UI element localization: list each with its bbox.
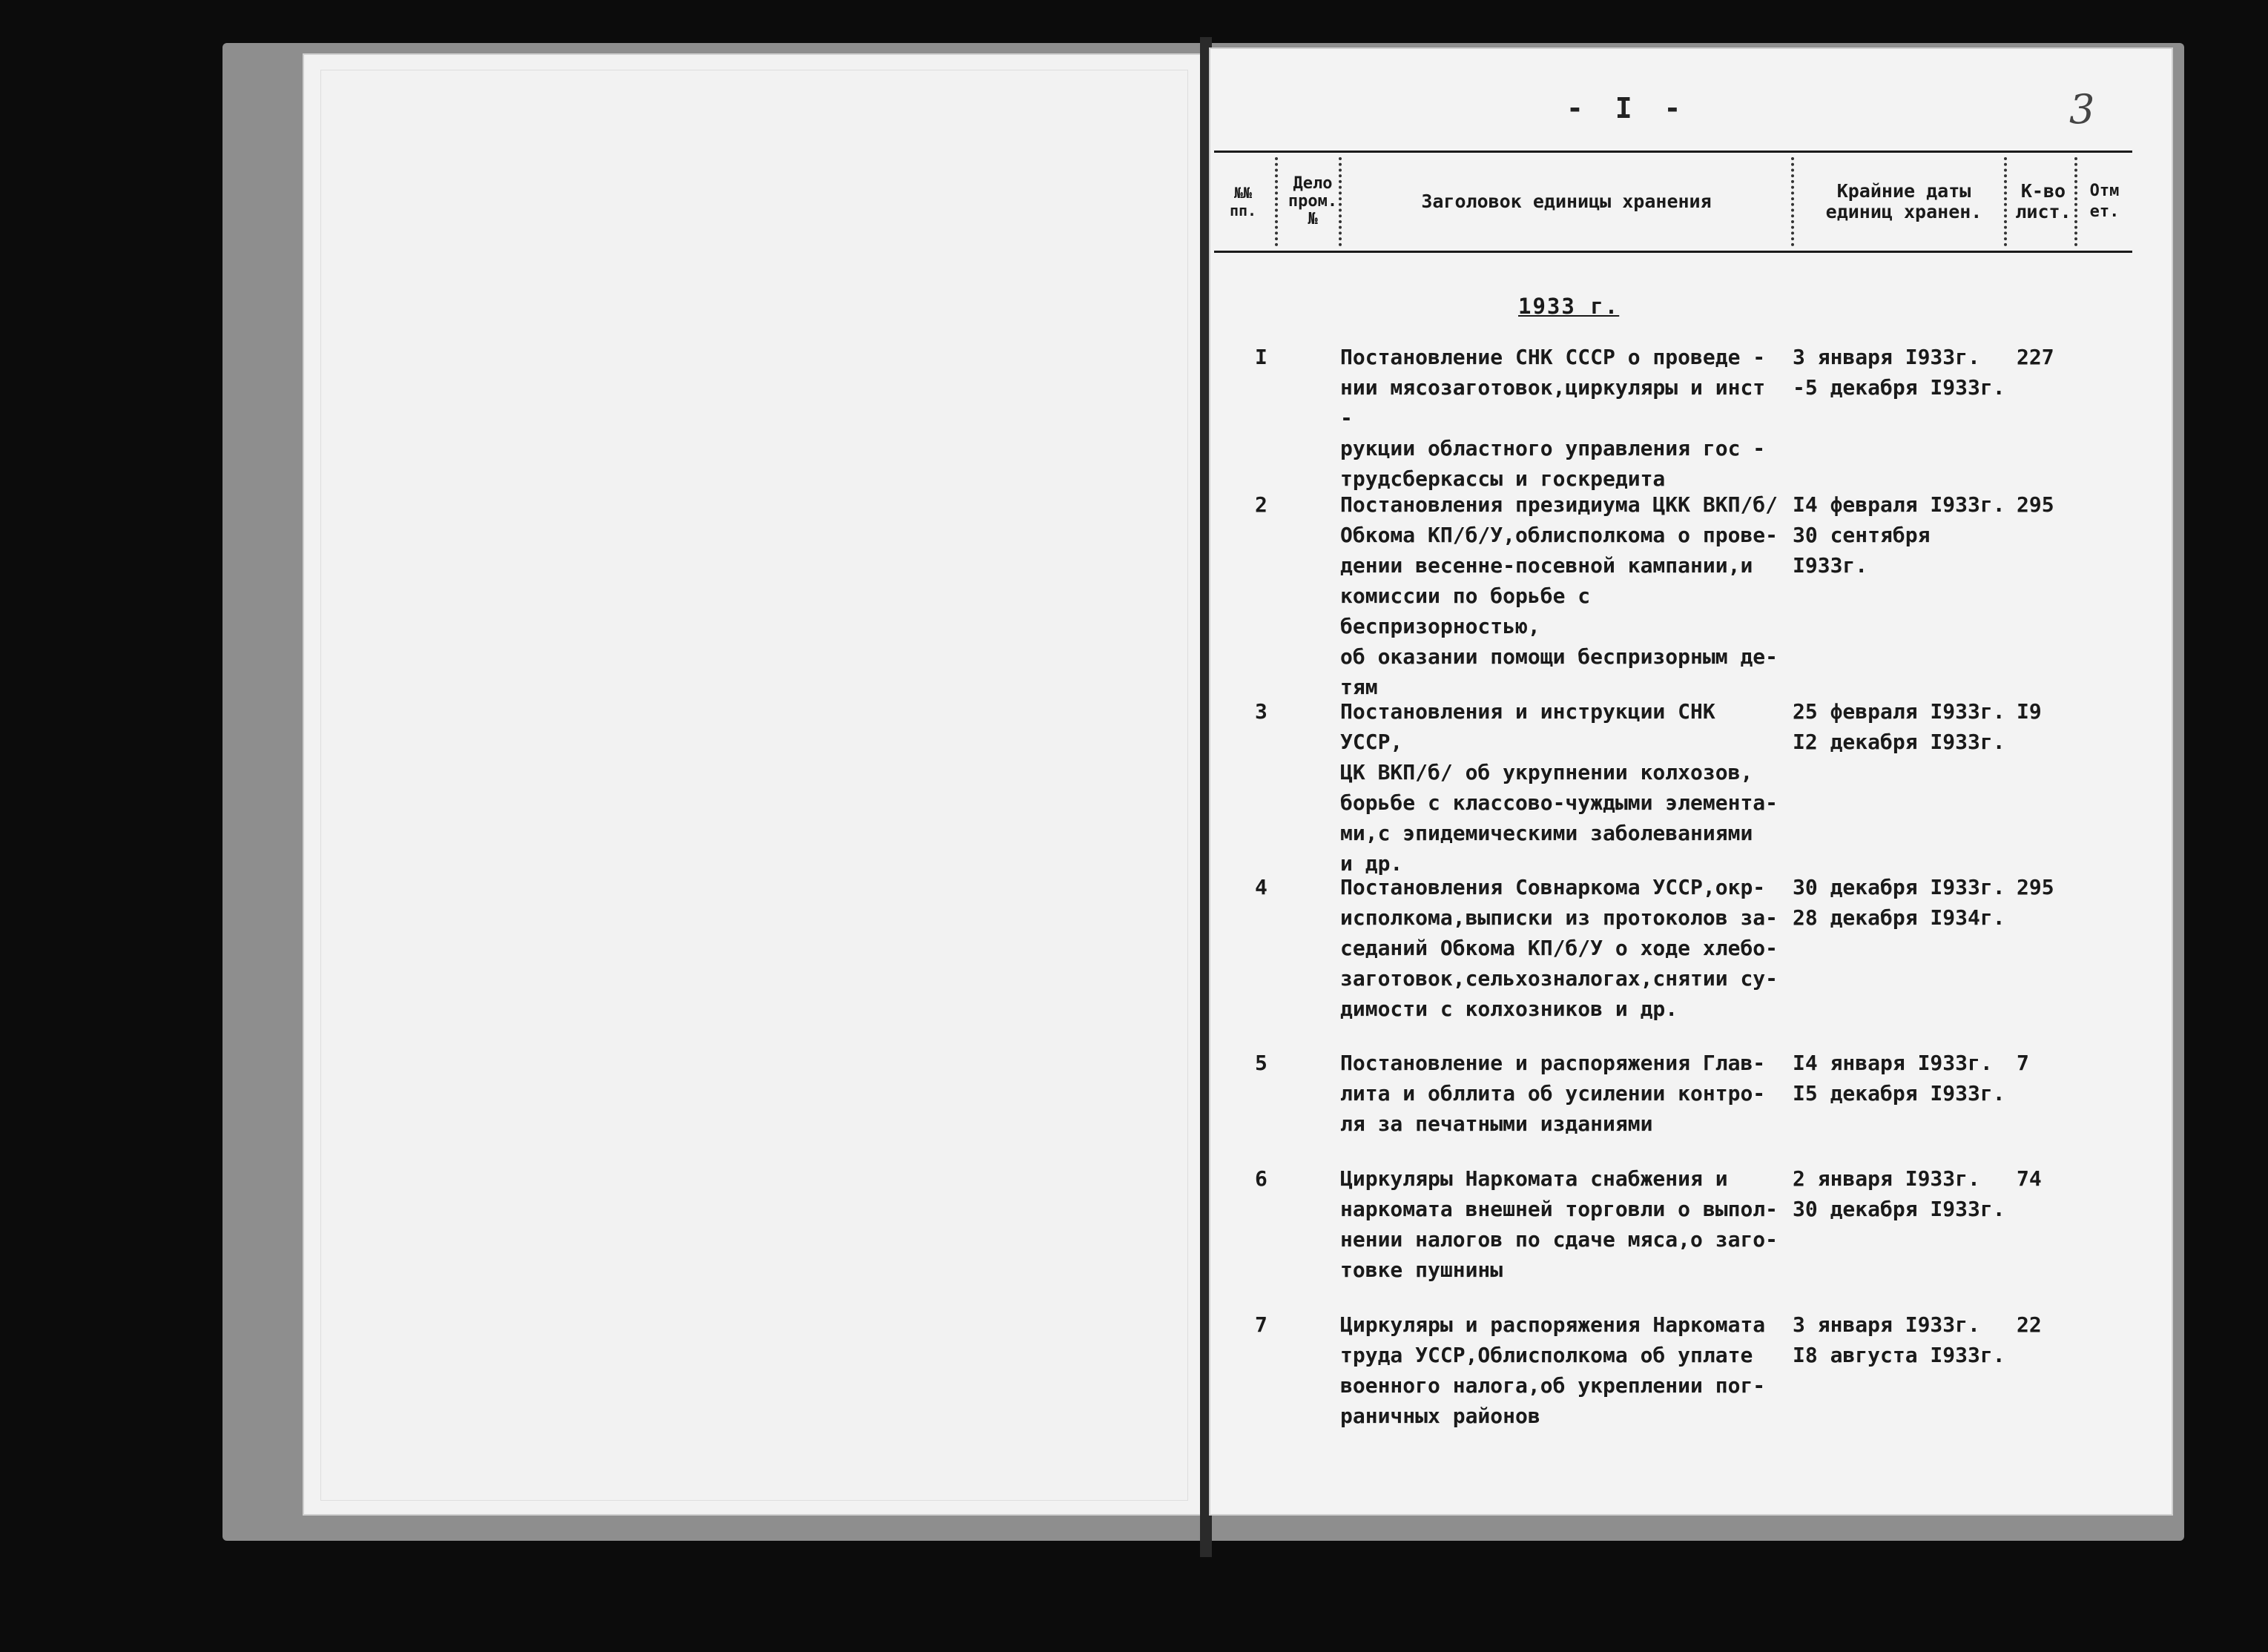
header-col-count: К-во лист. [2015, 180, 2071, 222]
entry-sheet-count: 227 [2017, 345, 2054, 369]
entry-sheet-count: I9 [2017, 699, 2042, 724]
entry-title: Постановление и распоряжения Глав- лита и обллита об усилении контро- ля за печатными изданиями [1340, 1051, 1766, 1136]
entry-dates: I4 февраля I933г. 30 сентября I933г. [1793, 492, 2005, 578]
entry-dates: 2 января I933г. 30 декабря I933г. [1793, 1166, 2005, 1221]
entry-dates: I4 января I933г. I5 декабря I933г. [1793, 1051, 2005, 1106]
header-divider [1275, 157, 1278, 246]
entry-sheet-count: 295 [2017, 875, 2054, 899]
right-page [1209, 47, 2173, 1516]
entry-number: 2 [1255, 492, 1267, 517]
year-heading: 1933 г. [1518, 294, 1620, 319]
entry-dates: 30 декабря I933г. 28 декабря I934г. [1793, 875, 2005, 930]
header-col-note: Отм ет. [2089, 182, 2120, 221]
header-col-dates: Крайние даты единиц хранен. [1825, 180, 1982, 222]
page-number: - I - [1566, 92, 1689, 125]
entry-title: Циркуляры и распоряжения Наркомата труда УССР,Облисполкома об уплате военного налога,об укреплении пог- раничных районов [1340, 1312, 1766, 1428]
entry-title: Постановления и инструкции СНК УССР, ЦК ВКП/б/ об укрупнении колхозов, борьбе с классово-чуждыми элемента- ми,с эпидемическими заболеваниями и др. [1340, 699, 1779, 876]
entry-number: 5 [1255, 1051, 1267, 1075]
entry-sheet-count: 22 [2017, 1312, 2042, 1337]
entry-number: 6 [1255, 1166, 1267, 1191]
entry-number: 4 [1255, 875, 1267, 899]
entry-number: 3 [1255, 699, 1267, 724]
header-divider [1339, 157, 1342, 246]
folio-mark: 3 [2069, 86, 2095, 133]
header-col-num: №№ пп. [1229, 184, 1257, 219]
entry-sheet-count: 74 [2017, 1166, 2042, 1191]
entry-title: Циркуляры Наркомата снабжения и наркомата внешней торговли о выпол- нении налогов по сдаче мяса,о заго- товке пушнины [1340, 1166, 1779, 1282]
entry-sheet-count: 295 [2017, 492, 2054, 517]
header-col-delo: Дело пром. № [1288, 174, 1338, 228]
header-divider [1791, 157, 1794, 246]
left-page-blank [303, 53, 1216, 1516]
entry-number: 7 [1255, 1312, 1267, 1337]
entry-number: I [1255, 345, 1267, 369]
entry-dates: 3 января I933г. -5 декабря I933г. [1793, 345, 2005, 400]
table-header [1214, 151, 2132, 253]
entry-title: Постановления президиума ЦКК ВКП/б/ Обкома КП/б/У,облисполкома о прове- дении весенне-посевной кампании,и комиссии по борьбе с беспризорностью, об оказании помощи беспризорным де- тям [1340, 492, 1779, 699]
entry-title: Постановление СНК СССР о проведе - нии мясозаготовок,циркуляры и инст - рукции областного управления гос - трудсберкассы и госкредита [1340, 345, 1766, 491]
entry-dates: 25 февраля I933г. I2 декабря I933г. [1793, 699, 2005, 754]
entry-title: Постановления Совнаркома УССР,окр- исполкома,выписки из протоколов за- седаний Обкома КП/б/У о ходе хлебо- заготовок,сельхозналогах,снятии су- димости с колхозников и др. [1340, 875, 1779, 1021]
entry-sheet-count: 7 [2017, 1051, 2029, 1075]
left-page-sheet [320, 70, 1188, 1501]
entry-dates: 3 января I933г. I8 августа I933г. [1793, 1312, 2005, 1367]
header-col-title: Заголовок единицы хранения [1421, 191, 1712, 212]
